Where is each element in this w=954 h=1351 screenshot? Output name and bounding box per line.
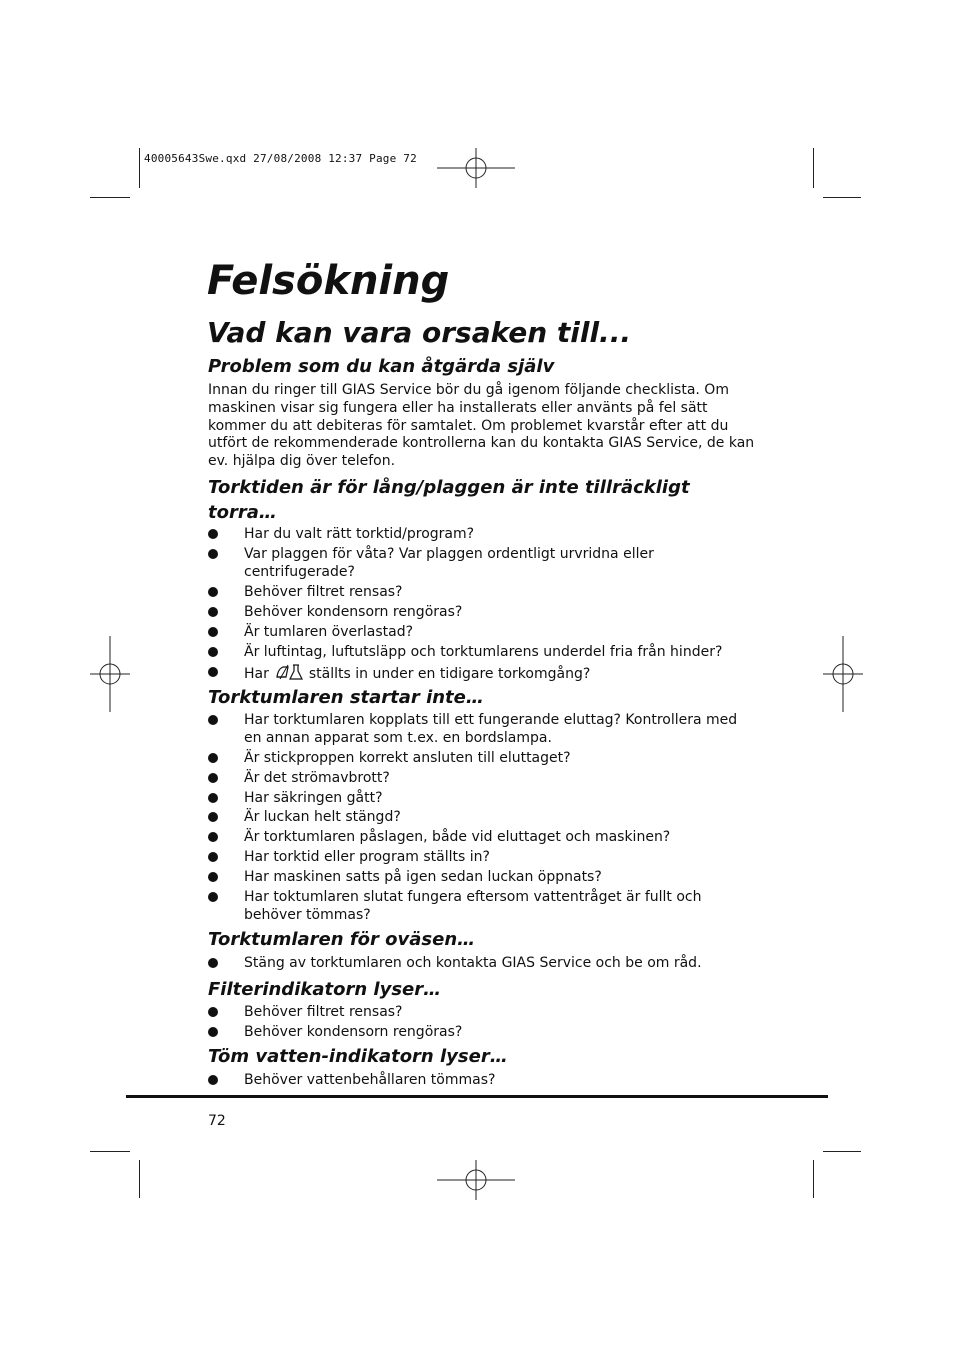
section-heading: Torktumlaren startar inte… <box>208 687 484 708</box>
bullet-icon <box>208 529 218 539</box>
list-item: Är luckan helt stängd? <box>208 808 748 826</box>
intro-paragraph <box>208 382 768 471</box>
list-item <box>208 663 748 683</box>
bullet-icon <box>208 753 218 763</box>
bullet-icon <box>208 587 218 597</box>
registration-mark-right <box>823 636 863 712</box>
intro-line: utfört de rekommenderade kontrollerna kan du kontakta GIAS Service, de kan <box>208 435 755 452</box>
list-item: Behöver kondensorn rengöras? <box>208 603 748 621</box>
section-heading: torra… <box>208 502 277 523</box>
bullet-icon <box>208 793 218 803</box>
page-title: Felsökning <box>207 258 450 304</box>
bullet-icon <box>208 958 218 968</box>
symbol-item-after: ställts in under en tidigare torkomgång? <box>308 666 591 682</box>
list-item: Har säkringen gått? <box>208 789 748 807</box>
list-item: Behöver filtret rensas? <box>208 1003 748 1021</box>
list-item: Behöver kondensorn rengöras? <box>208 1023 748 1041</box>
page-number: 72 <box>208 1113 226 1129</box>
bullet-icon <box>208 607 218 617</box>
intro-line: maskinen visar sig fungera eller ha installerats eller använts på fel sätt <box>208 399 708 416</box>
bullet-icon <box>208 667 218 677</box>
registration-mark-top <box>437 148 517 188</box>
symbol-item-before: Har <box>244 666 269 682</box>
bullet-icon <box>208 647 218 657</box>
bullet-icon <box>208 627 218 637</box>
bullet-icon <box>208 852 218 862</box>
bullet-icon <box>208 773 218 783</box>
bullet-icon <box>208 812 218 822</box>
list-item: Behöver filtret rensas? <box>208 583 748 601</box>
bullet-icon <box>208 715 218 725</box>
list-item: Har du valt rätt torktid/program? <box>208 525 748 543</box>
bullet-icon <box>208 1075 218 1085</box>
intro-line: ev. hjälpa dig över telefon. <box>208 453 396 470</box>
list-item: Har maskinen satts på igen sedan luckan öppnats? <box>208 868 748 886</box>
bullet-icon <box>208 549 218 559</box>
list-item: Är torktumlaren påslagen, både vid eluttaget och maskinen? <box>208 828 748 846</box>
list-item: Behöver vattenbehållaren tömmas? <box>208 1071 748 1089</box>
list-item: Har torktid eller program ställts in? <box>208 848 748 866</box>
list-item: Har torktumlaren kopplats till ett fungerande eluttag? Kontrollera med en annan apparat som t.ex. en bordslampa. <box>208 711 748 747</box>
page-subtitle: Vad kan vara orsaken till... <box>207 316 631 349</box>
registration-mark-bottom <box>437 1160 517 1200</box>
bullet-icon <box>208 892 218 902</box>
bullet-icon <box>208 832 218 842</box>
intro-line: kommer du att debiteras för samtalet. Om problemet kvarstår efter att du <box>208 417 729 434</box>
section-heading: Filterindikatorn lyser… <box>208 979 442 1000</box>
intro-heading: Problem som du kan åtgärda själv <box>208 356 555 377</box>
footer-rule <box>126 1095 828 1098</box>
list-item: Är det strömavbrott? <box>208 769 748 787</box>
iron-flask-icon <box>275 663 305 681</box>
list-item: Har toktumlaren slutat fungera eftersom vattentråget är fullt och behöver tömmas? <box>208 888 708 924</box>
section-heading: Torktiden är för lång/plaggen är inte tillräckligt <box>208 477 690 498</box>
list-item: Är luftintag, luftutsläpp och torktumlarens underdel fria från hinder? <box>208 643 748 661</box>
list-item: Är stickproppen korrekt ansluten till eluttaget? <box>208 749 748 767</box>
bullet-icon <box>208 872 218 882</box>
bullet-icon <box>208 1007 218 1017</box>
list-item: Stäng av torktumlaren och kontakta GIAS Service och be om råd. <box>208 954 748 972</box>
intro-line: Innan du ringer till GIAS Service bör du gå igenom följande checklista. Om <box>208 382 729 398</box>
section-heading: Töm vatten-indikatorn lyser… <box>208 1046 508 1067</box>
section-heading: Torktumlaren för oväsen… <box>208 929 476 950</box>
list-item: Var plaggen för våta? Var plaggen ordentligt urvridna eller centrifugerade? <box>208 545 678 581</box>
registration-mark-left <box>90 636 130 712</box>
bullet-icon <box>208 1027 218 1037</box>
file-slug: 40005643Swe.qxd 27/08/2008 12:37 Page 72 <box>144 152 417 165</box>
list-item: Är tumlaren överlastad? <box>208 623 748 641</box>
